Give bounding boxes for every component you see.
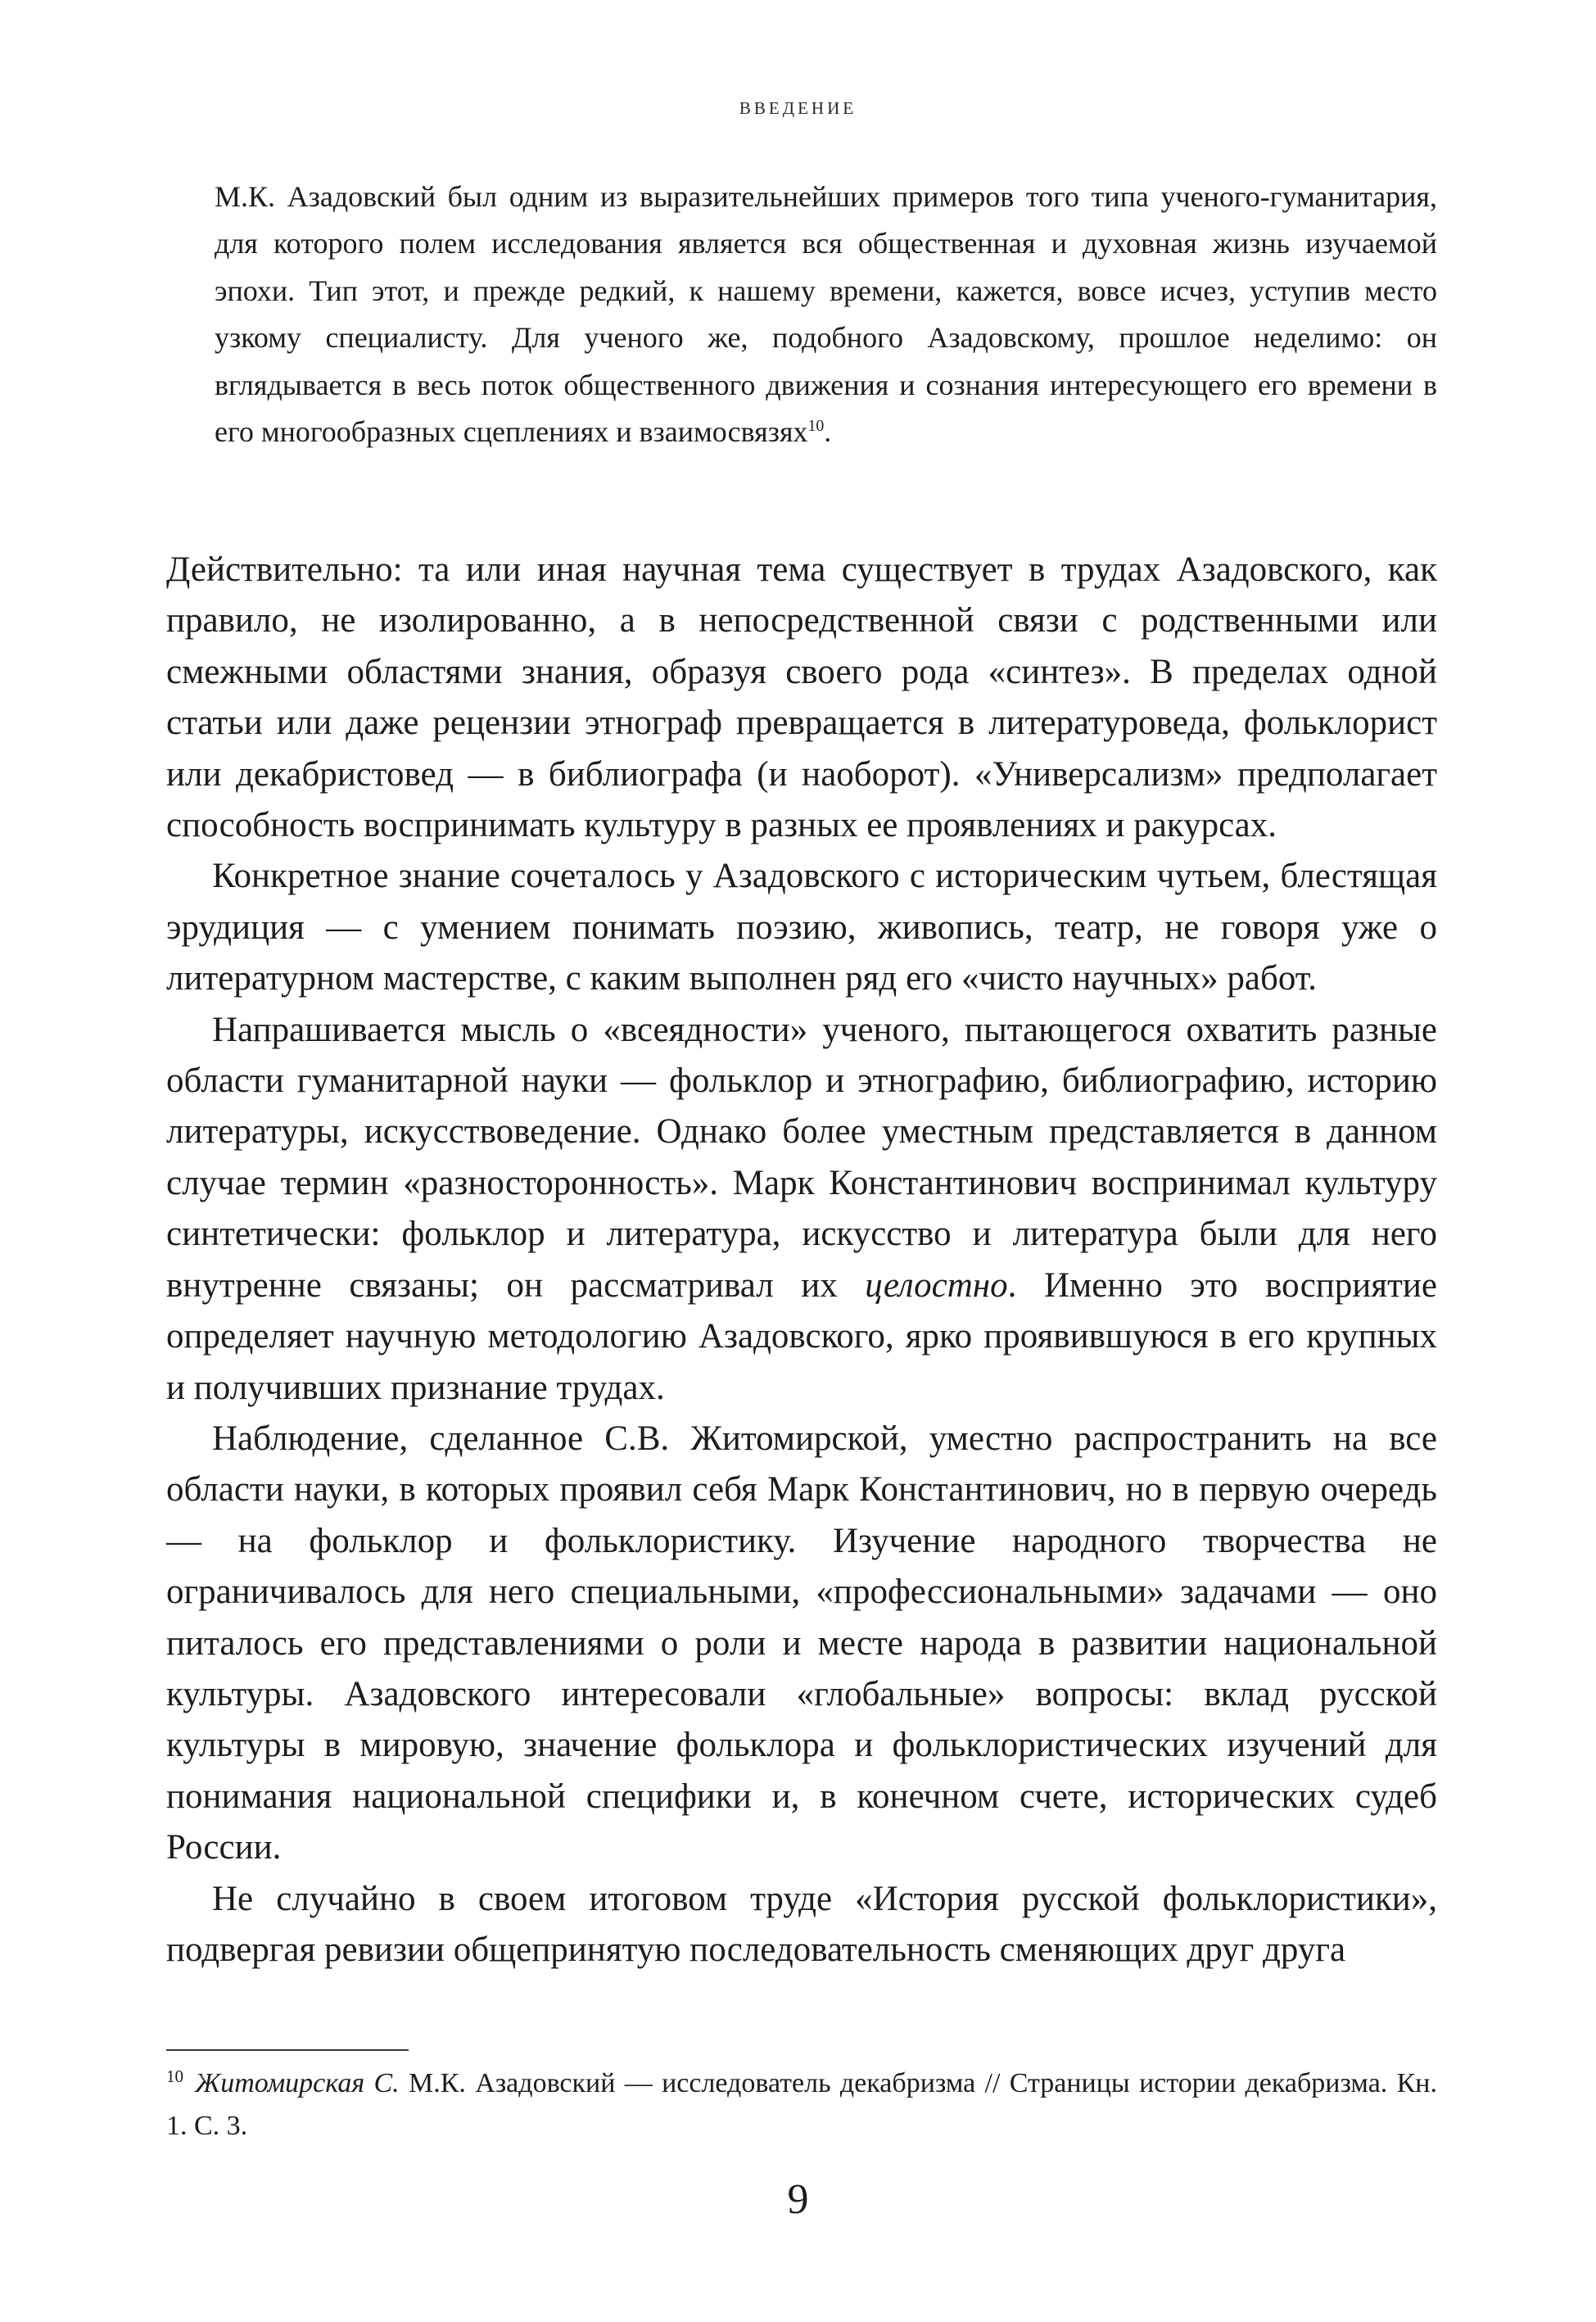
paragraph-3	[166, 1005, 1437, 1414]
quote-text: М.К. Азадовский был одним из выразительнейших примеров того типа ученого-гуманитария, для которого полем исследования является вся общественная и духовная жизнь изучаемой эпохи. Тип этот, и прежде редкий, к нашему времени, кажется, вовсе исчез, уступив место узкому специалисту. Для ученого же, подобного Азадовскому, прошлое неделимо: он вглядывается в весь поток общественного движения и сознания интересующего его времени в его многообразных сцеплениях и взаимосвязях	[215, 180, 1437, 449]
page-number: 9	[787, 2176, 809, 2223]
running-head: ВВЕДЕНИЕ	[739, 98, 857, 118]
quote-end: .	[824, 415, 832, 449]
paragraph-1: Действительно: та или иная научная тема существует в трудах Азадовского, как правило, не изолированно, а в непосредственной связи с родственными или смежными областями знания, образуя своего рода «синтез». В пределах одной статьи или даже рецензии этнограф превращается в литературоведа, фольклорист или декабристовед — в библиографа (и наоборот). «Универсализм» предполагает способность воспринимать культуру в разных ее проявлениях и ракурсах.	[166, 550, 1437, 845]
footnote-text: М.К. Азадовский — исследователь декабризма // Страницы истории декабризма. Кн. 1. С. 3.	[166, 2068, 1438, 2141]
paragraph-4: Наблюдение, сделанное С.В. Житомирской, уместно распространить на все области науки, в которых проявил себя Марк Константинович, но в первую очередь — на фольклор и фольклористику. Изучение народного творчества не ограничивалось для него специальными, «профессиональными» задачами — оно питалось его представлениями о роли и месте народа в развитии национальной культуры. Азадовского интересовали «глобальные» вопросы: вклад русской культуры в мировую, значение фольклора и фольклористических изучений для понимания национальной специфики и, в конечном счете, исторических судеб России.	[166, 1419, 1437, 1867]
footnote-reference: 10	[807, 417, 825, 436]
main-text	[166, 545, 1437, 1976]
footnote-author: Житомирская С.	[195, 2068, 400, 2098]
paragraph-5: Не случайно в своем итоговом труде «История русской фольклористики», подвергая ревизии общепринятую последовательность сменяющих друг друга	[166, 1879, 1437, 1969]
paragraph-3-part-1: Напрашивается мысль о «всеядности» ученого, пытающегося охватить разные области гуманитарной науки — фольклор и этнографию, библиографию, историю литературы, искусствоведение. Однако более уместным представляется в данном случае термин «разносторонность». Марк Константинович воспринимал культуру синтетически: фольклор и литература, искусство и литература были для него внутренне связаны; он рассматривал их	[166, 1010, 1437, 1305]
emphasis-text: целостно	[865, 1265, 1008, 1305]
block-quote	[215, 174, 1437, 455]
footnote-divider	[166, 2049, 409, 2051]
footnote	[166, 2062, 1437, 2148]
footnote-number: 10	[166, 2066, 184, 2086]
paragraph-2: Конкретное знание сочеталось у Азадовского с историческим чутьем, блестящая эрудиция — с умением понимать поэзию, живопись, театр, не говоря уже о литературном мастерстве, с каким выполнен ряд его «чисто научных» работ.	[166, 857, 1437, 998]
paragraph-3-part-2: . Именно это восприятие определяет научную методологию Азадовского, ярко проявившуюся в его крупных и получивших признание трудах.	[166, 1265, 1437, 1407]
